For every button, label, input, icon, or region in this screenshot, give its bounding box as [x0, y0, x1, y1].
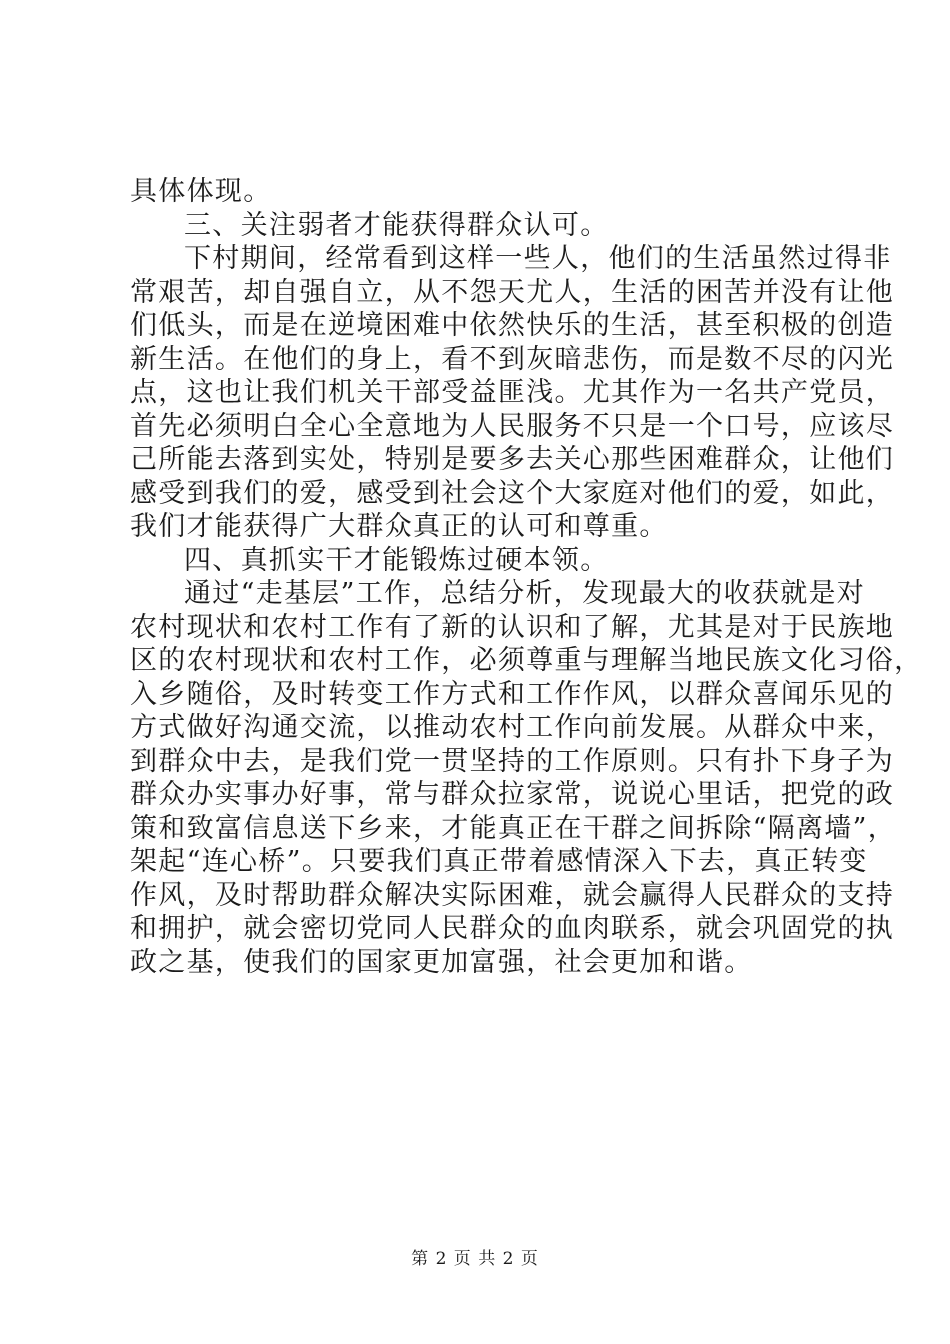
text-line: 通过“走基层”工作，总结分析，发现最大的收获就是对	[184, 578, 866, 609]
text-line: 农村现状和农村工作有了新的认识和了解，尤其是对于民族地	[130, 612, 895, 643]
text-line: 入乡随俗，及时转变工作方式和工作作风，以群众喜闻乐见的	[130, 679, 895, 710]
text-line: 己所能去落到实处，特别是要多去关心那些困难群众，让他们	[130, 444, 895, 475]
text-line: 区的农村现状和农村工作，必须尊重与理解当地民族文化习俗，	[130, 645, 923, 676]
text-line: 新生活。在他们的身上，看不到灰暗悲伤，而是数不尽的闪光	[130, 344, 895, 375]
text-line: 首先必须明白全心全意地为人民服务不只是一个口号，应该尽	[130, 411, 895, 442]
page-number-footer: 第 2 页 共 2 页	[411, 1249, 539, 1269]
text-line: 点，这也让我们机关干部受益匪浅。尤其作为一名共产党员，	[130, 377, 895, 408]
text-line: 们低头，而是在逆境困难中依然快乐的生活，甚至积极的创造	[130, 310, 895, 341]
text-line: 常艰苦，却自强自立，从不怨天尤人，生活的困苦并没有让他	[130, 277, 895, 308]
text-line: 具体体现。	[130, 176, 272, 207]
text-line: 到群众中去，是我们党一贯坚持的工作原则。只有扑下身子为	[130, 746, 895, 777]
text-line: 作风，及时帮助群众解决实际困难，就会赢得人民群众的支持	[130, 880, 895, 911]
text-line: 我们才能获得广大群众真正的认可和尊重。	[130, 511, 668, 542]
text-line: 政之基，使我们的国家更加富强，社会更加和谐。	[130, 947, 753, 978]
text-line: 策和致富信息送下乡来，才能真正在干群之间拆除“隔离墙”，	[130, 813, 897, 844]
text-line: 架起“连心桥”。只要我们真正带着感情深入下去，真正转变	[130, 846, 868, 877]
text-line: 和拥护，就会密切党同人民群众的血肉联系，就会巩固党的执	[130, 913, 895, 944]
text-line: 下村期间，经常看到这样一些人，他们的生活虽然过得非	[184, 243, 892, 274]
text-line: 感受到我们的爱，感受到社会这个大家庭对他们的爱，如此，	[130, 478, 895, 509]
section-heading-4: 四、真抓实干才能锻炼过硬本领。	[184, 545, 609, 576]
text-line: 群众办实事办好事，常与群众拉家常，说说心里话，把党的政	[130, 779, 895, 810]
text-line: 方式做好沟通交流，以推动农村工作向前发展。从群众中来，	[130, 712, 895, 743]
section-heading-3: 三、关注弱者才能获得群众认可。	[184, 210, 609, 241]
